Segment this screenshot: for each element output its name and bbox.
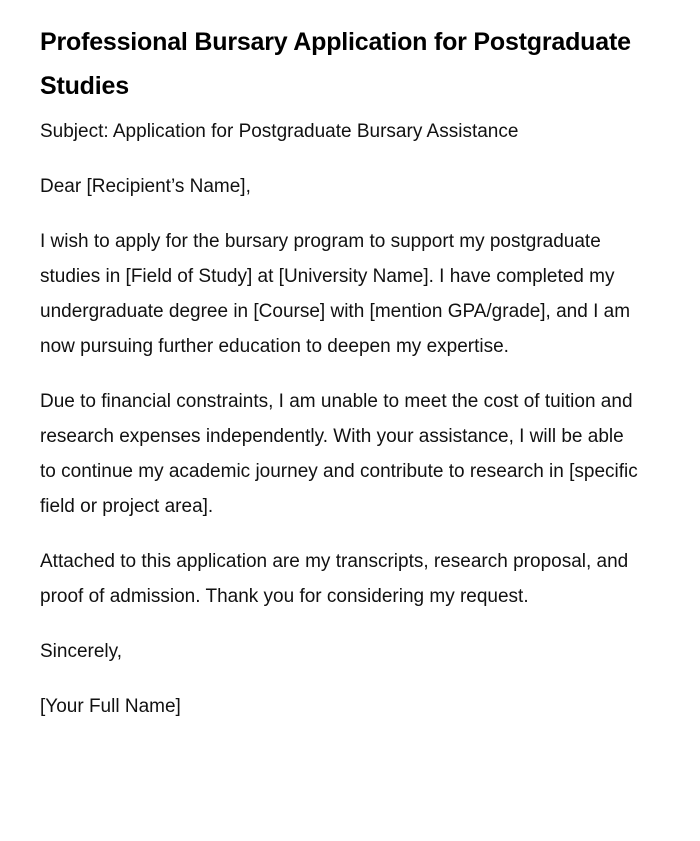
document (40, 20, 640, 724)
subject-line: Subject: Application for Postgraduate Bursary Assistance (40, 121, 519, 142)
closing: Sincerely, (40, 641, 123, 662)
body-paragraph-financial-need: Due to financial constraints, I am unable to meet the cost of tuition and research expenses independently. With your assistance, I will be able to continue my academic journey and contribute to research in [specific field or project area]. (40, 391, 638, 517)
signature: [Your Full Name] (40, 696, 181, 717)
page-title: Professional Bursary Application for Postgraduate Studies (40, 28, 631, 100)
body-paragraph-intro: I wish to apply for the bursary program to support my postgraduate studies in [Field of Study] at [University Name]. I have completed my undergraduate degree in [Course] with [mention GPA/grade], and I am now pursuing further education to deepen my expertise. (40, 231, 631, 357)
body-paragraph-attachments: Attached to this application are my transcripts, research proposal, and proof of admission. Thank you for considering my request. (40, 551, 629, 607)
salutation: Dear [Recipient’s Name], (40, 176, 251, 197)
